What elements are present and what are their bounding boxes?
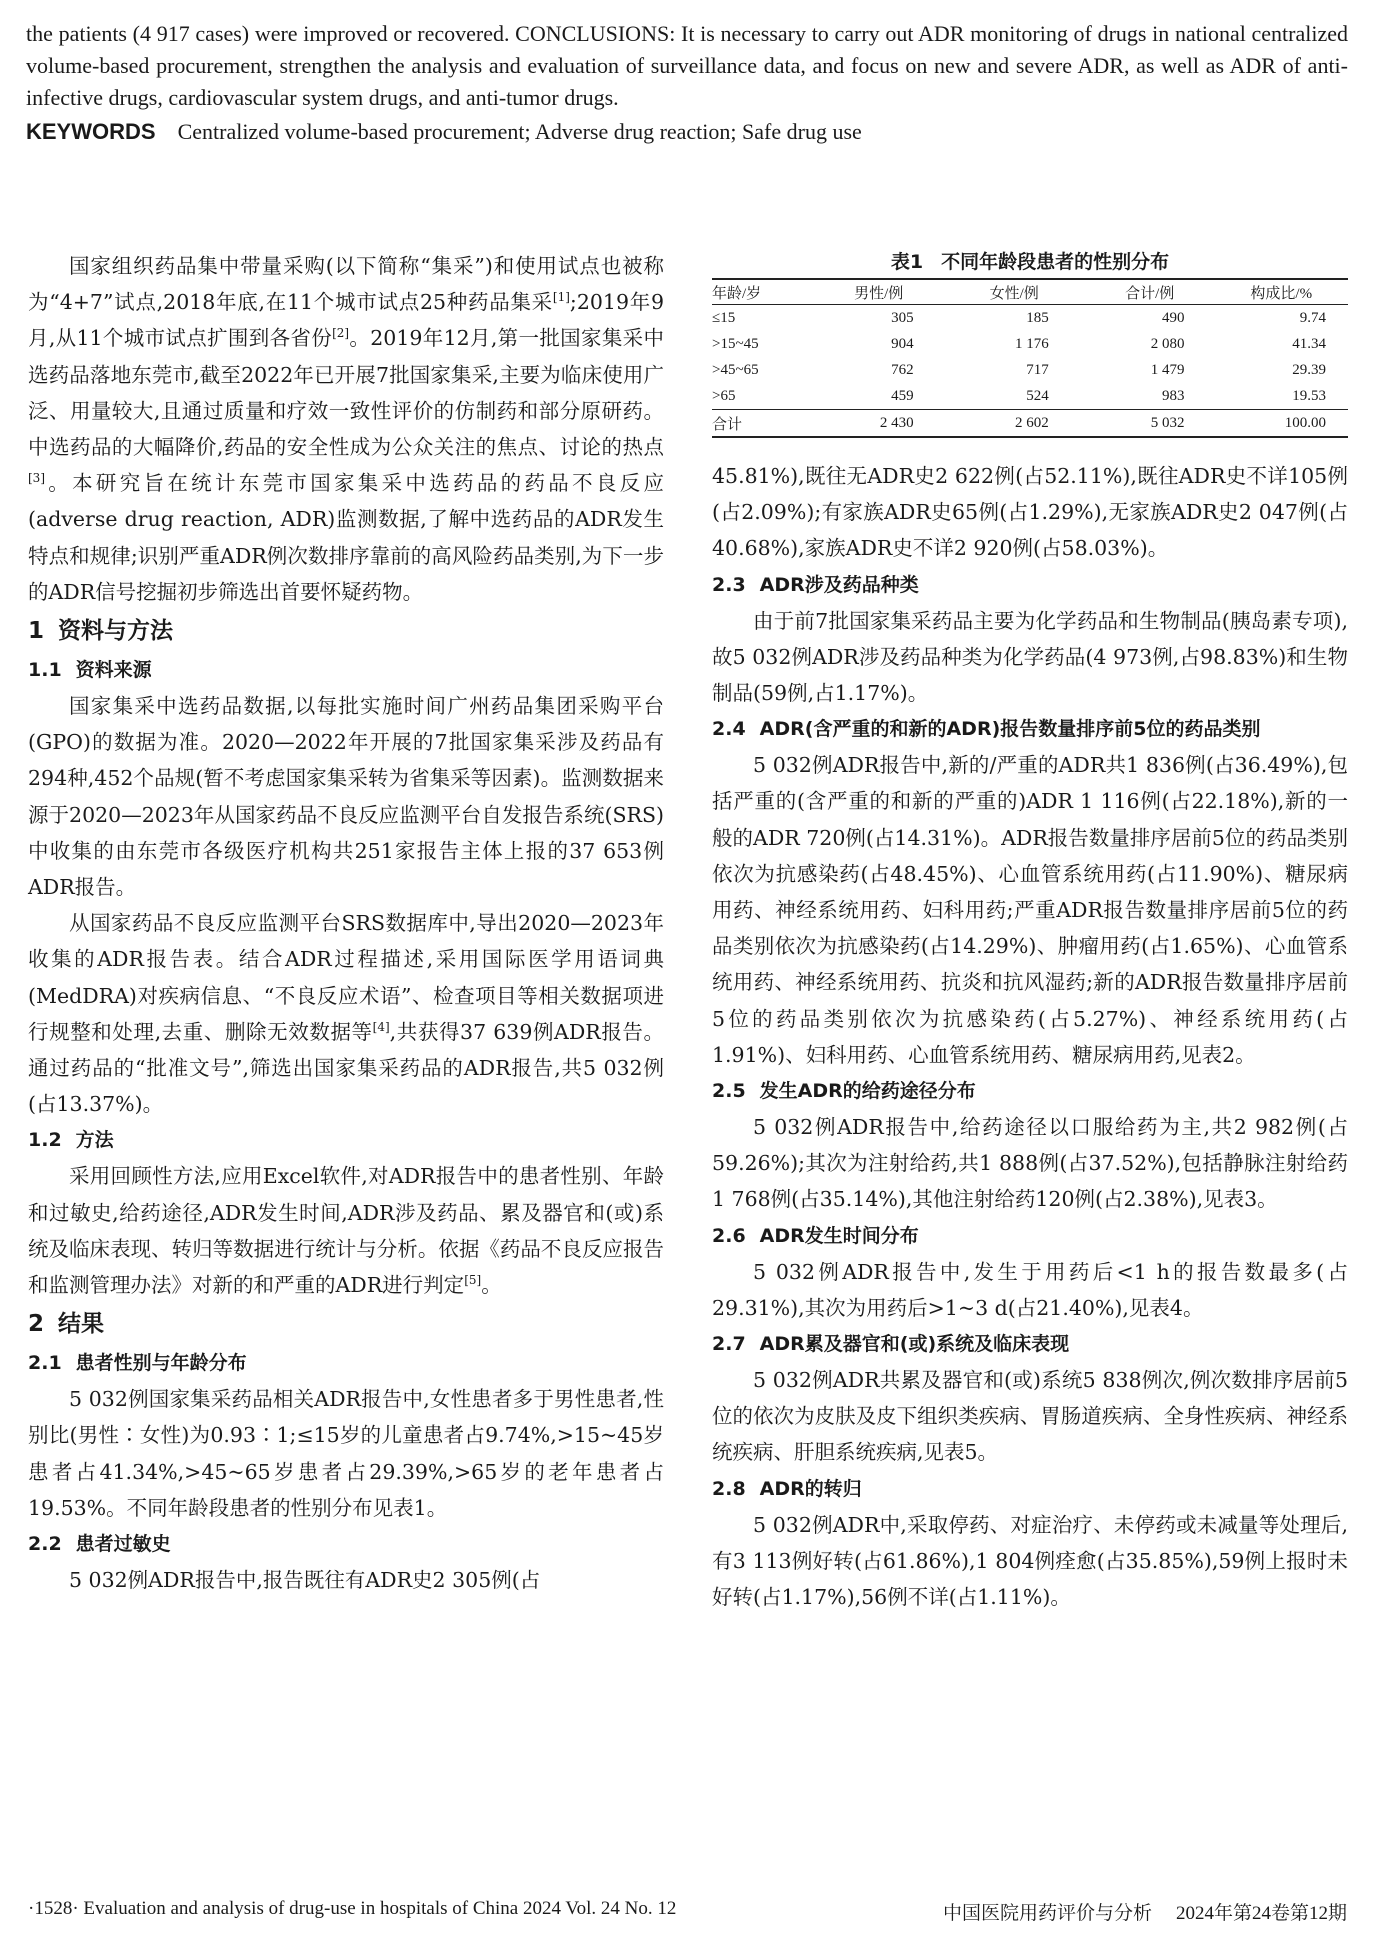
table-cell: 762	[891, 361, 914, 378]
table-header-cell: 女性/例	[989, 285, 1039, 302]
paragraph-1-1-a: 国家集采中选药品数据,以每批实施时间广州药品集团采购平台(GPO)的数据为准。2020—2022年开展的7批国家集采涉及药品有294种,452个品规(暂不考虑国家集采转为省集采等因素)。监测数据来源于2020—2023年从国家药品不良反应监测平台自发报告系统(SRS)中收集的由东莞市各级医疗机构共251家报告主体上报的37 653例ADR报告。	[28, 694, 664, 900]
footer-left: ·1528· Evaluation and analysis of drug-use in hospitals of China 2024 Vol. 24 No. 12	[28, 1898, 677, 1919]
section-2-4-heading: 2.4 ADR(含严重的和新的ADR)报告数量排序前5位的药品类别	[712, 718, 1261, 741]
section-2-5-heading: 2.5 发生ADR的给药途径分布	[712, 1080, 976, 1103]
footer-issue: 2024年第24卷第12期	[1175, 1903, 1347, 1924]
table-cell: 1 176	[1015, 335, 1049, 352]
paragraph-2-5: 5 032例ADR报告中,给药途径以口服给药为主,共2 982例(占59.26%);其次为注射给药,共1 888例(占37.52%),包括静脉注射给药1 768例(占35.14%),其他注射给药120例(占2.38%),见表3。	[712, 1115, 1348, 1212]
table-cell: 19.53	[1292, 387, 1326, 404]
table-cell: 合计	[712, 416, 743, 433]
paragraph-2-8: 5 032例ADR中,采取停药、对症治疗、未停药或未减量等处理后,有3 113例好转(占61.86%),1 804例痊愈(占35.85%),59例上报时未好转(占1.17%),56例不详(占1.11%)。	[712, 1512, 1348, 1610]
table-caption: 表1 不同年龄段患者的性别分布	[890, 251, 1170, 273]
section-2-3-heading: 2.3 ADR涉及药品种类	[712, 573, 919, 596]
section-2-2-heading: 2.2 患者过敏史	[28, 1533, 171, 1556]
paragraph-1-2: 采用回顾性方法,应用Excel软件,对ADR报告中的患者性别、年龄和过敏史,给药途径,ADR发生时间,ADR涉及药品、累及器官和(或)系统及临床表现、转归等数据进行统计与分析。依据《药品不良反应报告和监测管理办法》对新的和严重的ADR进行判定[5]。	[28, 1164, 664, 1298]
table-cell: 29.39	[1292, 361, 1326, 378]
table-row	[712, 331, 1348, 357]
left-column	[28, 248, 664, 1598]
table-cell: 524	[1026, 387, 1049, 404]
paragraph-2-3: 由于前7批国家集采药品主要为化学药品和生物制品(胰岛素专项),故5 032例ADR涉及药品种类为化学药品(4 973例,占98.83%)和生物制品(59例,占1.17%)。	[712, 608, 1348, 706]
table-cell: >65	[712, 387, 736, 404]
table-cell: 185	[1026, 309, 1049, 326]
table-cell: >15~45	[712, 335, 759, 352]
table-cell: >45~65	[712, 361, 759, 378]
paragraph-1-1-b: 从国家药品不良反应监测平台SRS数据库中,导出2020—2023年收集的ADR报告表。结合ADR过程描述,采用国际医学用语词典(MedDRA)对疾病信息、“不良反应术语”、检查项目等相关数据项进行规整和处理,去重、删除无效数据等[4],共获得37 639例ADR报告。通过药品的“批准文号”,筛选出国家集采药品的ADR报告,共5 032例(占13.37%)。	[28, 911, 665, 1117]
table-header-row	[712, 279, 1348, 305]
table-cell: 2 430	[879, 414, 914, 431]
keywords-text: Centralized volume-based procurement; Adverse drug reaction; Safe drug use	[177, 119, 862, 144]
paragraph-2-1: 5 032例国家集采药品相关ADR报告中,女性患者多于男性患者,性别比(男性∶女性)为0.93∶1;≤15岁的儿童患者占9.74%,>15~45岁患者占41.34%,>45~65岁患者占29.39%,>65岁的老年患者占19.53%。不同年龄段患者的性别分布见表1。	[28, 1387, 664, 1520]
table-cell: 41.34	[1292, 335, 1326, 352]
table-cell: 717	[1026, 361, 1049, 378]
keywords-label: KEYWORDS	[26, 119, 156, 144]
paragraph-2-7: 5 032例ADR共累及器官和(或)系统5 838例次,例次数排序居前5位的依次为皮肤及皮下组织类疾病、胃肠道疾病、全身性疾病、神经系统疾病、肝胆系统疾病,见表5。	[712, 1368, 1348, 1465]
table-cell: 2 602	[1015, 414, 1049, 431]
paragraph-2-4: 5 032例ADR报告中,新的/严重的ADR共1 836例(占36.49%),包括严重的(含严重的和新的严重的)ADR 1 116例(占22.18%),新的一般的ADR 720例(占14.31%)。ADR报告数量排序居前5位的药品类别依次为抗感染药(占48.45%)、心血管系统用药(占11.90%)、糖尿病用药、神经系统用药、妇科用药;严重ADR报告数量排序居前5位的药品类别依次为抗感染药(占14.29%)、肿瘤用药(占1.65%)、心血管系统用药、神经系统用药、抗炎和抗风湿药;新的ADR报告数量排序居前5位的药品类别依次为抗感染药(占5.27%)、神经系统用药(占1.91%)、妇科用药、心血管系统用药、糖尿病用药,见表2。	[712, 753, 1348, 1067]
footer-right	[943, 1898, 1347, 1925]
keywords-line	[26, 116, 1348, 148]
table-cell: 9.74	[1299, 309, 1326, 326]
section-1-heading: 1 资料与方法	[28, 618, 174, 645]
table-total-row	[712, 410, 1348, 438]
table-header-cell: 合计/例	[1125, 285, 1175, 302]
citation-marker: [5]	[464, 1273, 482, 1288]
table-row	[712, 383, 1348, 410]
footer-journal: 中国医院用药评价与分析	[942, 1903, 1152, 1924]
right-column	[712, 458, 1348, 1615]
citation-marker: [2]	[332, 326, 350, 341]
section-1-2-heading: 1.2 方法	[28, 1129, 114, 1152]
table-cell: 490	[1162, 309, 1185, 326]
paragraph-2-2-cont: 45.81%),既往无ADR史2 622例(占52.11%),既往ADR史不详105例(占2.09%);有家族ADR史65例(占1.29%),无家族ADR史2 047例(占40.68%),家族ADR史不详2 920例(占58.03%)。	[712, 464, 1348, 561]
table-cell: 459	[891, 387, 914, 404]
abstract-text: the patients (4 917 cases) were improved or recovered. CONCLUSIONS: It is necessary to carry out ADR monitoring of drugs in national centralized volume-based procurement, strengthen the analysis and evaluation of surveillance data, and focus on new and severe ADR, as well as ADR of anti-infective drugs, cardiovascular system drugs, and anti-tumor drugs.	[26, 21, 1348, 110]
table-row	[712, 357, 1348, 383]
table-cell: 2 080	[1150, 335, 1185, 352]
paragraph-2-6: 5 032例ADR报告中,发生于用药后<1 h的报告数最多(占29.31%),其次为用药后>1~3 d(占21.40%),见表4。	[712, 1259, 1348, 1320]
citation-marker: [1]	[552, 290, 570, 305]
section-2-1-heading: 2.1 患者性别与年龄分布	[28, 1352, 247, 1375]
section-2-6-heading: 2.6 ADR发生时间分布	[712, 1224, 919, 1247]
table-header-cell: 男性/例	[854, 285, 904, 302]
table-row	[712, 305, 1348, 332]
section-1-1-heading: 1.1 资料来源	[28, 659, 152, 682]
table-cell: 100.00	[1284, 414, 1326, 431]
table-1-grid	[712, 278, 1348, 438]
section-2-7-heading: 2.7 ADR累及器官和(或)系统及临床表现	[712, 1333, 1070, 1356]
table-cell: 1 479	[1150, 361, 1185, 378]
table-cell: 904	[891, 335, 914, 352]
citation-marker: [3]	[28, 471, 45, 486]
table-cell: 983	[1162, 387, 1185, 404]
table-cell: ≤15	[712, 309, 736, 326]
table-1	[712, 248, 1348, 438]
paragraph-2-2-start: 5 032例ADR报告中,报告既往有ADR史2 305例(占	[69, 1568, 541, 1593]
citation-marker: [4]	[372, 1020, 390, 1035]
table-header-cell: 年龄/岁	[712, 285, 762, 302]
table-header-cell: 构成比/%	[1250, 285, 1313, 302]
section-2-heading: 2 结果	[28, 1311, 105, 1338]
table-cell: 5 032	[1150, 414, 1185, 431]
intro-paragraph: 国家组织药品集中带量采购(以下简称“集采”)和使用试点也被称为“4+7”试点,2018年底,在11个城市试点25种药品集采[1];2019年9月,从11个城市试点扩围到各省份[2]。2019年12月,第一批国家集采中选药品落地东莞市,截至2022年已开展7批国家集采,主要为临床使用广泛、用量较大,且通过质量和疗效一致性评价的仿制药和部分原研药。中选药品的大幅降价,药品的安全性成为公众关注的焦点、讨论的热点[3]。本研究旨在统计东莞市国家集采中选药品的药品不良反应(adverse drug reaction, ADR)监测数据,了解中选药品的ADR发生特点和规律;识别严重ADR例次数排序靠前的高风险药品类别,为下一步的ADR信号挖掘初步筛选出首要怀疑药物。	[28, 254, 664, 604]
section-2-8-heading: 2.8 ADR的转归	[712, 1477, 862, 1500]
table-cell: 305	[891, 309, 914, 326]
english-abstract	[26, 18, 1348, 148]
